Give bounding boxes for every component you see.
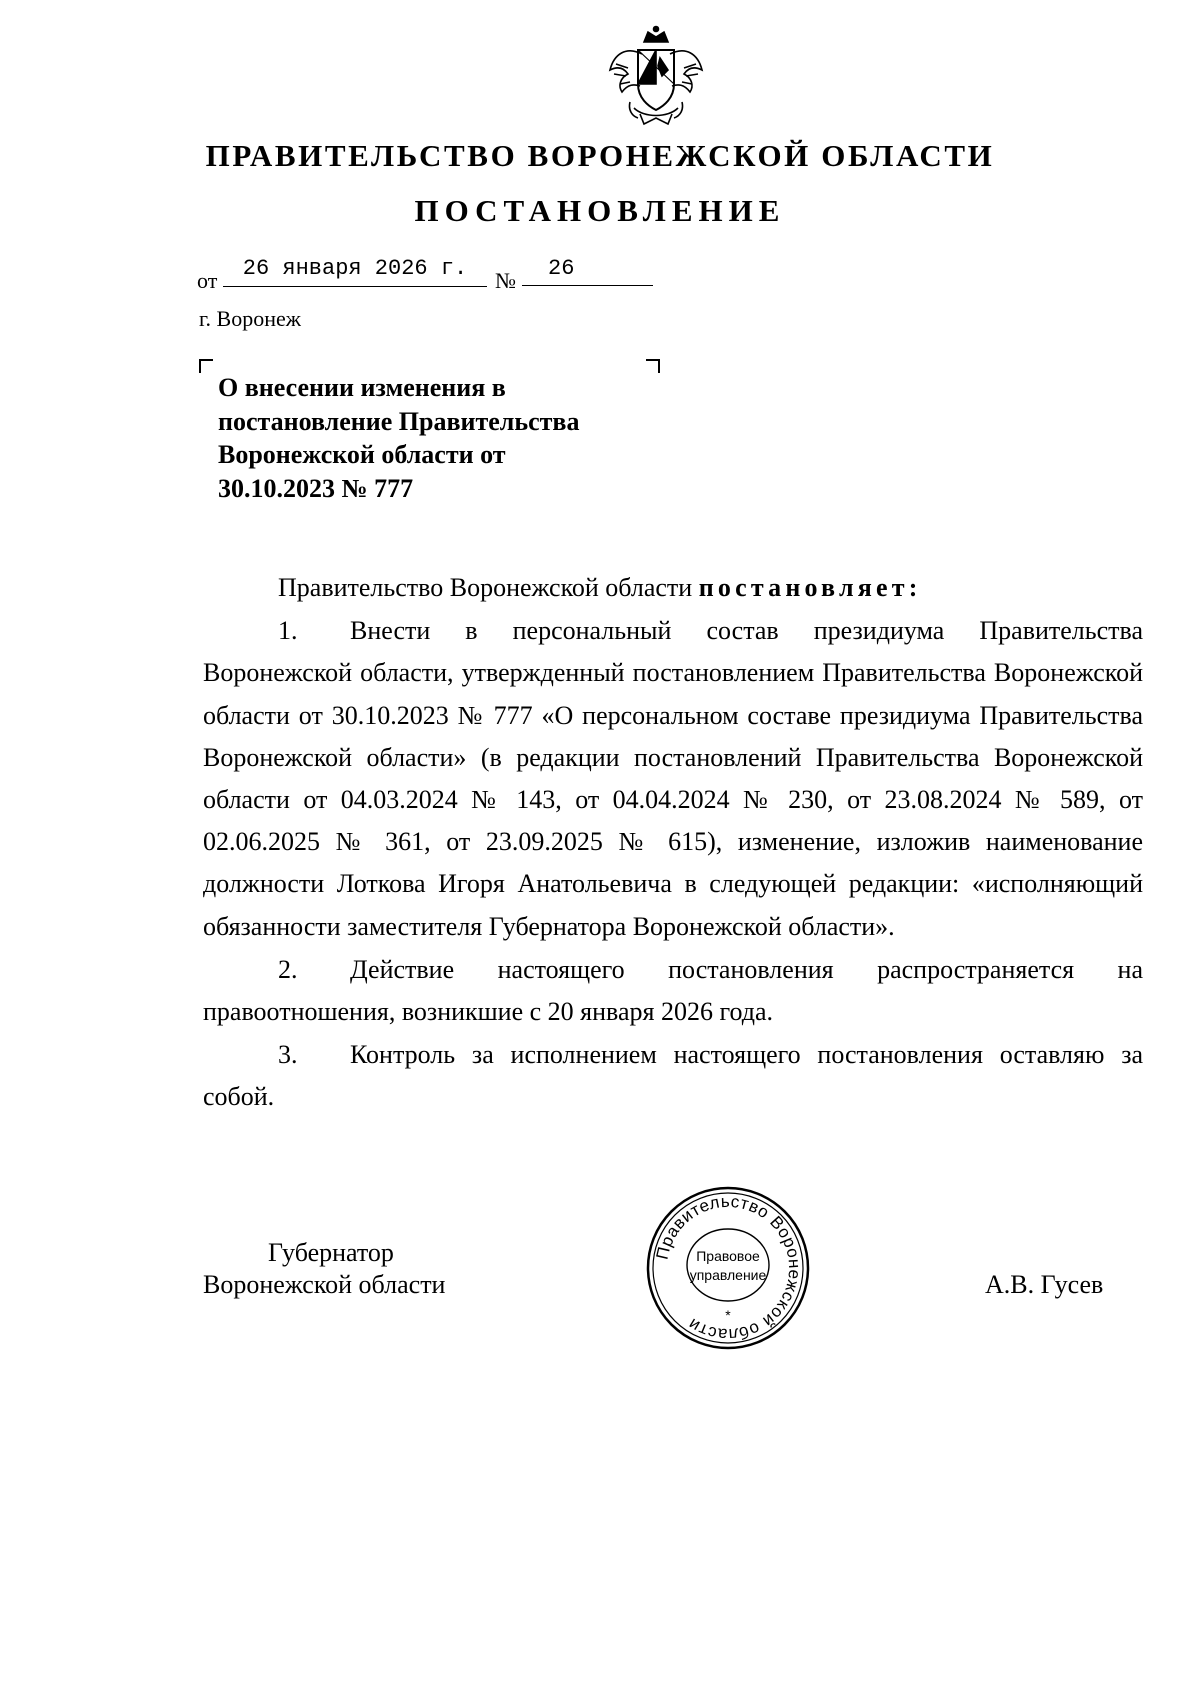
official-stamp <box>645 1185 811 1351</box>
document-number: 26 <box>522 256 653 286</box>
city: г. Воронеж <box>199 306 301 331</box>
stamp-ring-text: Правительство Воронежской области <box>652 1191 805 1345</box>
coat-of-arms-icon <box>604 24 708 128</box>
document-requisites <box>197 256 657 292</box>
document-type: ПОСТАНОВЛЕНИЕ <box>414 193 786 228</box>
resolves-word: постановляет: <box>698 573 922 602</box>
clause-number: 1. <box>278 616 298 646</box>
clause-2 <box>203 949 1143 1033</box>
subject-line: постановление Правительства <box>218 406 580 436</box>
subject-line: 30.10.2023 № 777 <box>218 473 414 503</box>
preamble-text: Правительство Воронежской области <box>278 573 699 602</box>
signatory-region: Воронежской области <box>203 1270 446 1299</box>
stamp-center-line: Правовое <box>696 1248 760 1264</box>
clause-3 <box>203 1034 1143 1118</box>
number-label: № <box>495 268 516 293</box>
signatory-name: А.В. Гусев <box>985 1270 1104 1299</box>
stamp-star: * <box>725 1307 731 1323</box>
clause-number: 2. <box>278 954 298 984</box>
clause-number: 3. <box>278 1040 298 1070</box>
subject-line: О внесении изменения в <box>218 373 506 402</box>
organization-title: ПРАВИТЕЛЬСТВО ВОРОНЕЖСКОЙ ОБЛАСТИ <box>205 138 995 173</box>
preamble <box>203 567 1143 609</box>
subject-line: Воронежской области от <box>218 440 506 469</box>
clause-text: Контроль за исполнением настоящего постановления оставляю за собой. <box>203 1040 1143 1112</box>
clause-1 <box>203 610 1143 948</box>
clause-text: Внести в персональный состав президиума Правительства Воронежской области, утвержденный постановлением Правительства Воронежской области от 30.10.2023 № 777 «О персональном составе президиума Правительства Воронежской области» (в редакции постановлений Правительства Воронежской области от 04.03.2024 № 143, от 04.04.2024 № 230, от 23.08.2024 № 589, от 02.06.2025 № 361, от 23.09.2025 № 615), изменение, изложив наименование должности Лоткова Игоря Анатольевича в следующей редакции: «исполняющий обязанности заместителя Губернатора Воронежской области». <box>203 616 1143 941</box>
clause-text: Действие настоящего постановления распространяется на правоотношения, возникшие с 20 января 2026 года. <box>203 954 1143 1027</box>
document-subject <box>218 371 658 505</box>
signatory-position: Губернатор <box>268 1238 394 1267</box>
date-label: от <box>197 268 218 293</box>
document-date: 26 января 2026 г. <box>223 256 487 287</box>
document-body <box>203 567 1143 1119</box>
stamp-center-line: управление <box>689 1267 767 1283</box>
corner-mark-left <box>199 359 213 373</box>
